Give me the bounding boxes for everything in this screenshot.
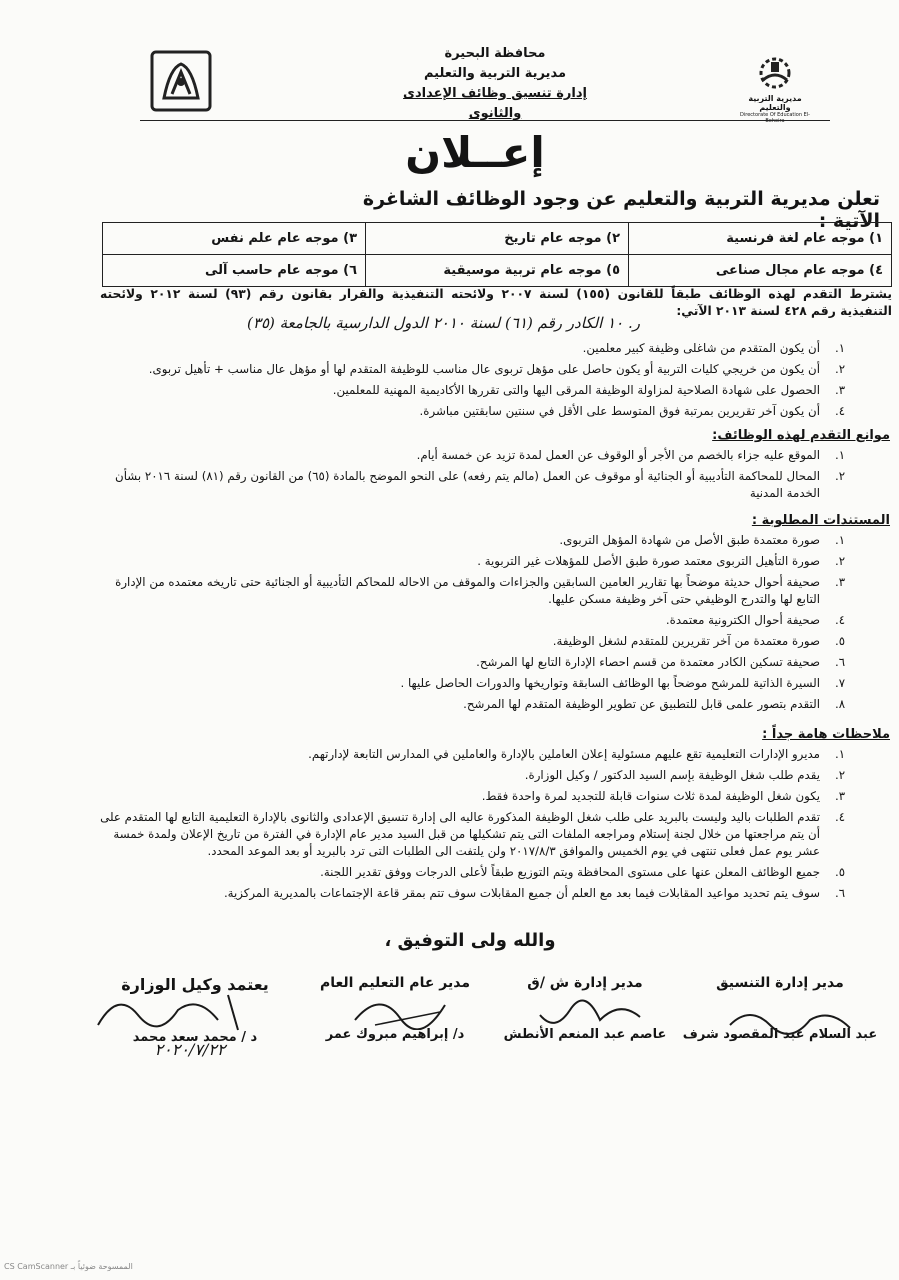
list-item (100, 553, 860, 570)
list-item (100, 574, 860, 608)
item-number: ١. (834, 747, 846, 761)
section-title: ملاحظات هامة جداً : (762, 727, 890, 742)
list-item (100, 654, 860, 671)
obstacles-list (100, 447, 890, 502)
signature-title: مدير إدارة التنسيق (716, 975, 844, 991)
list-item (100, 696, 860, 713)
closing-line: والله ولى التوفيق ، (384, 930, 556, 951)
list-item (100, 403, 860, 420)
signature-name: د/ إبراهيم مبروك عمر (325, 1027, 465, 1042)
item-text: صورة التأهيل التربوى معتمد صورة طبق الأصل للمؤهلات غير التربوية . (477, 554, 820, 568)
header-block (380, 44, 610, 124)
item-number: ٦. (834, 655, 846, 669)
item-text: تقدم الطلبات باليد وليست بالبريد على طلب شغل الوظيفة المذكورة عاليه الى إدارة تنسيق الإعدادى والثانوى بالإدارة التعليمية التابع لها المتقدم على أن يتم مراجعتها من خلال لجنة إستلام ومراجعه الملفات التى يتم تشكيلها من قبل السيد مدير عام الإدارة في الفترة من تاريخ الإعلان ولمدة خمسة عشر يوم عمل فعلى تنتهى في يوم الخميس والموافق ٢٠١٧/٨/٣ ولن يلتفت الى الطلبات التى ترد بالبريد أو بعد الموعد المحدد. (100, 810, 820, 858)
item-number: ٣. (834, 575, 846, 589)
item-text: يكون شغل الوظيفة لمدة ثلاث سنوات قابلة للتجديد لمرة واحدة فقط. (481, 789, 820, 803)
item-number: ١. (834, 341, 846, 355)
item-text: الموقع عليه جزاء بالخصم من الأجر أو الوقوف عن العمل لمدة تزيد عن خمسة أيام. (416, 448, 820, 462)
logo-subcaption: Directorate Of Education El-Beheira (740, 112, 810, 124)
item-number: ١. (834, 448, 846, 462)
logo-caption: مديرية التربية والتعليم (748, 94, 802, 112)
signature-date: ٢٠٢٠/٧/٢٢ (154, 1040, 226, 1059)
notes-list (100, 746, 890, 902)
item-text: يقدم طلب شغل الوظيفة بإسم السيد الدكتور / وكيل الوزارة. (524, 768, 820, 782)
item-number: ٣. (834, 383, 846, 397)
item-text: صحيفة أحوال حديثة موضحاً بها تقارير العامين السابقين والجزاءات والموقف من الاحاله للمحاكم التأديبية أو الجنائية حتى تاريخه معتمده من الإدارة التابع لها والتدرج الوظيفي حتى آخر وظيفة مسكن عليها. (115, 575, 820, 606)
item-number: ٥. (834, 634, 846, 648)
item-number: ٢. (834, 362, 846, 376)
table-row (103, 223, 892, 255)
list-item (100, 447, 860, 464)
job-cell: ٥) موجه عام تربية موسيقية (366, 255, 629, 287)
list-item (100, 788, 860, 805)
item-text: أن يكون المتقدم من شاغلى وظيفة كبير معلمين. (582, 341, 820, 355)
signature-title: يعتمد وكيل الوزارة (121, 975, 269, 994)
gear-book-icon (753, 56, 797, 90)
item-number: ٦. (834, 886, 846, 900)
item-number: ٥. (834, 865, 846, 879)
directorate-name: مديرية التربية والتعليم (423, 66, 567, 81)
intro-line: تعلن مديرية التربية والتعليم عن وجود الوظائف الشاغرة الآتية : (362, 188, 880, 232)
list-item (100, 468, 860, 502)
item-text: السيرة الذاتية للمرشح موضحاً بها الوظائف السابقة وتواريخها والدورات الحاصل عليها . (400, 676, 820, 690)
obstacles-section (100, 428, 890, 506)
handwritten-signature-icon (720, 1000, 860, 1040)
item-text: جميع الوظائف المعلن عنها على مستوى المحافظة ويتم التوزيع طبقاً لأعلى الدرجات ووفق تقدير اللجنة. (320, 865, 820, 879)
item-number: ٣. (834, 789, 846, 803)
signature-name: د / محمد سعد محمد (132, 1030, 258, 1045)
job-cell: ٤) موجه عام مجال صناعى (629, 255, 892, 287)
list-item (100, 532, 860, 549)
jobs-table (102, 222, 892, 287)
signature-title: مدير إدارة ش /ق (527, 975, 643, 991)
notes-section (100, 727, 890, 906)
documents-section (100, 513, 890, 717)
item-text: أن يكون آخر تقريرين بمرتبة فوق المتوسط على الأقل في سنتين سابقتين مباشرة. (419, 404, 820, 418)
list-item (100, 361, 860, 378)
handwritten-signature-icon (530, 995, 650, 1035)
item-number: ٤. (834, 613, 846, 627)
item-number: ٤. (834, 810, 846, 824)
item-text: صورة معتمدة طبق الأصل من شهادة المؤهل التربوى. (559, 533, 820, 547)
documents-list (100, 532, 890, 713)
list-item (100, 767, 860, 784)
list-item (100, 746, 860, 763)
item-text: الحصول على شهادة الصلاحية لمزاولة الوظيفة المرقى اليها والتى تقررها الأكاديمية المهنية للمعلمين. (332, 383, 820, 397)
item-number: ٨. (834, 697, 846, 711)
job-cell: ٢) موجه عام تاريخ (366, 223, 629, 255)
ministry-logo-icon (150, 50, 212, 112)
item-number: ١. (834, 533, 846, 547)
list-item (100, 633, 860, 650)
item-number: ٧. (834, 676, 846, 690)
item-text: سوف يتم تحديد مواعيد المقابلات فيما بعد مع العلم أن جميع المقابلات سوف تتم بمقر قاعة الإجتماعات بالمديرية المركزية. (223, 886, 820, 900)
list-item (100, 885, 860, 902)
list-item (100, 675, 860, 692)
signature-name: عاصم عبد المنعم الأنطش (503, 1027, 667, 1042)
job-cell: ١) موجه عام لغة فرنسية (629, 223, 892, 255)
table-row (103, 255, 892, 287)
conditions-list (100, 340, 860, 420)
legal-paragraph: يشترط التقدم لهذه الوظائف طبقاً للقانون (١٥٥) لسنة ٢٠٠٧ ولائحته التنفيذية والقرار بقانون رقم (٩٣) لسنة ٢٠١٢ ولائحته التنفيذية رقم ٤٢٨ لسنة ٢٠١٣ الآتي: (100, 287, 893, 318)
list-item (100, 809, 860, 860)
announcement-title: إعــلان (405, 128, 545, 177)
directorate-logo (735, 56, 815, 124)
item-text: صحيفة أحوال الكترونية معتمدة. (665, 613, 820, 627)
scanner-watermark: CS CamScanner الممسوحة ضوئياً بـ (4, 1262, 133, 1271)
item-text: التقدم بتصور علمى قابل للتطبيق عن تطوير الوظيفة المتقدم لها المرشح. (463, 697, 820, 711)
job-cell: ٣) موجه عام علم نفس (103, 223, 366, 255)
conditions-section (100, 340, 860, 424)
item-text: صورة معتمدة من آخر تقريرين للمتقدم لشغل الوظيفة. (552, 634, 820, 648)
header-divider (140, 120, 830, 121)
item-text: المحال للمحاكمة التأديبية أو الجنائية أو موقوف عن العمل (مالم يتم رفعه) على النحو الموضح بالمادة (٦٥) من القانون رقم (٨١) لسنة ٢٠١٦ بشأن الخدمة المدنية (115, 469, 820, 500)
handwritten-note: ر. ١٠ الكادر رقم (٦١) لسنة ٢٠١٠ الدول الدارسية بالجامعة (٣٥) (247, 314, 640, 332)
section-title: المستندات المطلوبة : (751, 513, 890, 528)
list-item (100, 382, 860, 399)
item-number: ٤. (834, 404, 846, 418)
list-item (100, 864, 860, 881)
handwritten-signature-icon (345, 990, 465, 1030)
item-text: مديرو الإدارات التعليمية تقع عليهم مسئولية إعلان العاملين بالإدارة والعاملين في المدارس التابعة لإدارتهم. (308, 747, 820, 761)
job-cell: ٦) موجه عام حاسب آلى (103, 255, 366, 287)
item-text: أن يكون من خريجي كليات التربية أو يكون حاصل على مؤهل تربوى عال مناسب للوظيفة المتقدم لها أو مؤهل عال مناسب + تأهيل تربوى. (148, 362, 820, 376)
signature-title: مدير عام التعليم العام (320, 975, 470, 991)
item-number: ٢. (834, 768, 846, 782)
handwritten-signature-icon (88, 985, 268, 1045)
signature-name: عبد السلام عبد المقصود شرف (682, 1027, 878, 1042)
governorate-name: محافظة البحيرة (444, 46, 546, 61)
list-item (100, 612, 860, 629)
list-item (100, 340, 860, 357)
item-number: ٢. (834, 554, 846, 568)
section-title: موانع التقدم لهذه الوظائف: (712, 428, 890, 443)
item-number: ٢. (834, 469, 846, 483)
department-name: إدارة تنسيق وظائف الإعدادى والثانوى (403, 86, 587, 121)
item-text: صحيفة تسكين الكادر معتمدة من قسم احصاء الإدارة التابع لها المرشح. (476, 655, 820, 669)
